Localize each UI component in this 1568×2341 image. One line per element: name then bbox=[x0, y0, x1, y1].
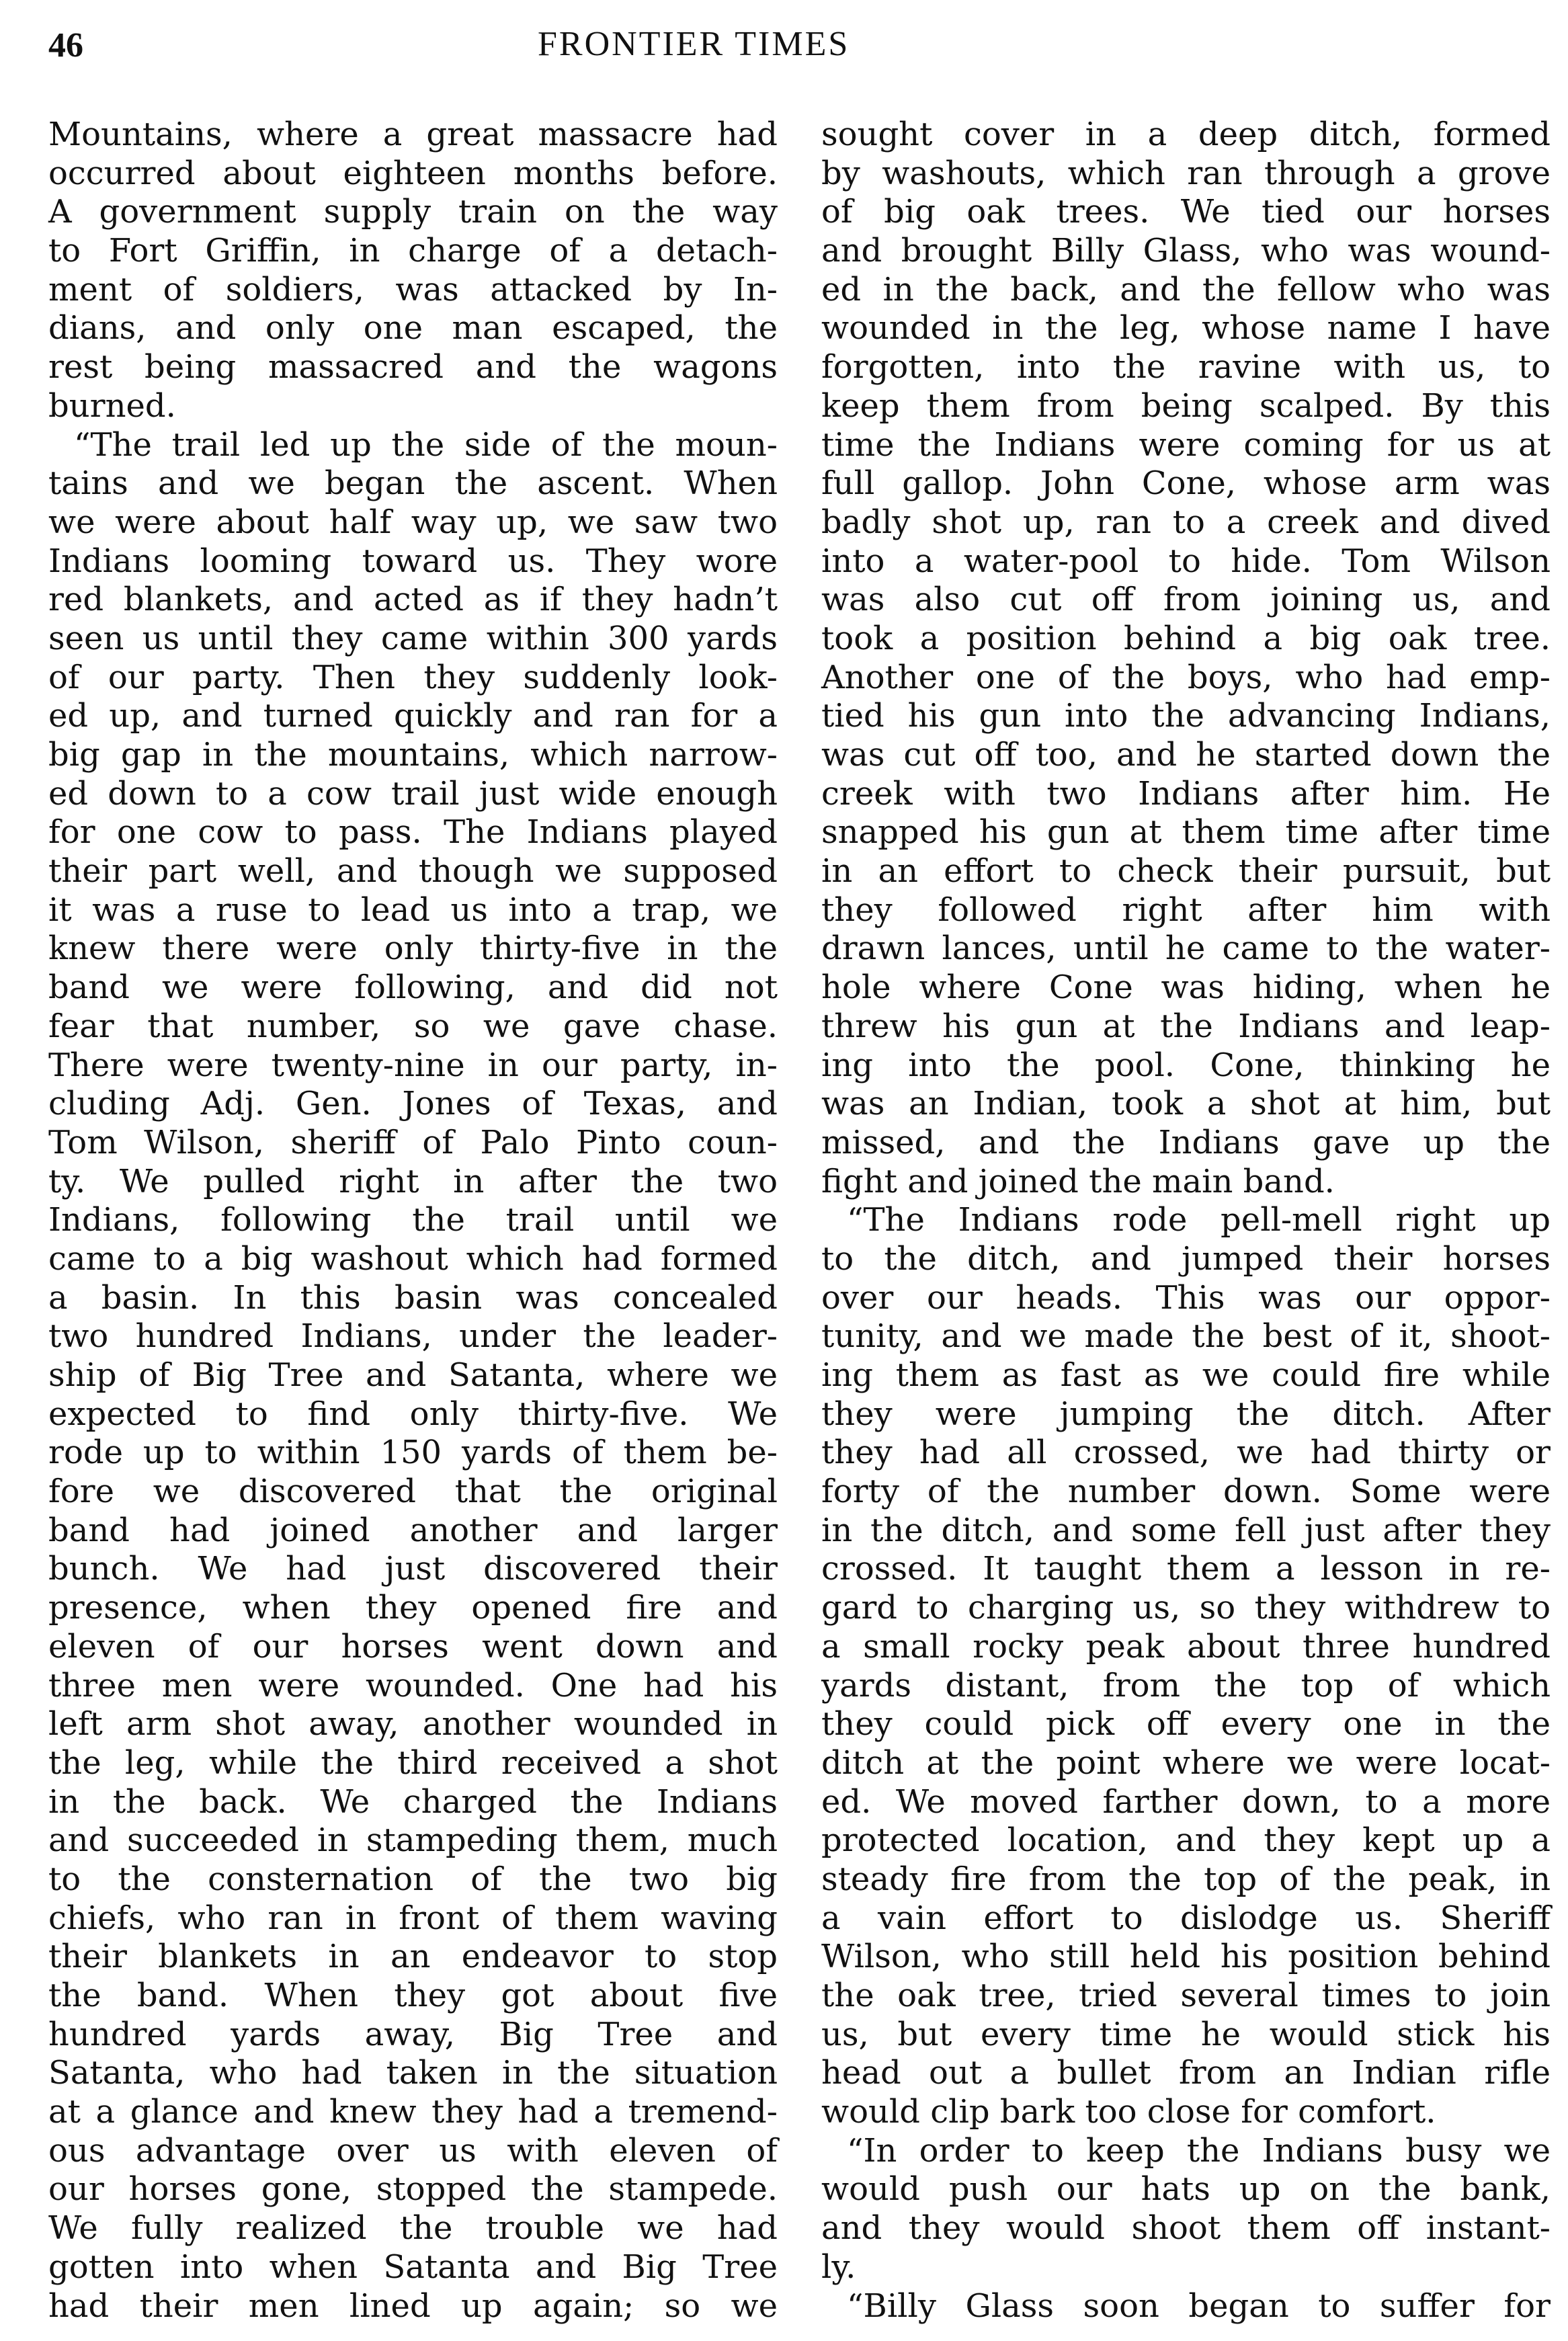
text-line: big gap in the mountains, which narrow- bbox=[48, 736, 778, 774]
text-line: and succeeded in stampeding them, much bbox=[48, 1821, 778, 1860]
text-line: Indians, following the trail until we bbox=[48, 1201, 778, 1239]
text-line: we were about half way up, we saw two bbox=[48, 503, 778, 541]
text-line: three men were wounded. One had his bbox=[48, 1666, 778, 1705]
text-line: eleven of our horses went down and bbox=[48, 1627, 778, 1666]
text-line: presence, when they opened fire and bbox=[48, 1589, 778, 1627]
text-line: tains and we began the ascent. When bbox=[48, 464, 778, 503]
text-line: it was a ruse to lead us into a trap, we bbox=[48, 891, 778, 929]
text-line: came to a big washout which had formed bbox=[48, 1239, 778, 1278]
text-line: burned. bbox=[48, 386, 176, 425]
text-line: red blankets, and acted as if they hadn’t bbox=[48, 581, 778, 619]
text-line: a basin. In this basin was concealed bbox=[48, 1278, 778, 1317]
text-line: two hundred Indians, under the leader- bbox=[48, 1317, 778, 1356]
text-line: over our heads. This was our oppor- bbox=[821, 1278, 1551, 1317]
text-line: was cut off too, and he started down the bbox=[821, 736, 1551, 774]
text-line: dians, and only one man escaped, the bbox=[48, 309, 778, 347]
text-line: rest being massacred and the wagons bbox=[48, 348, 778, 386]
text-line: would clip bark too close for comfort. bbox=[821, 2093, 1436, 2131]
text-line: seen us until they came within 300 yards bbox=[48, 619, 778, 657]
text-line: keep them from being scalped. By this bbox=[821, 386, 1551, 425]
text-line: had their men lined up again; so we bbox=[48, 2287, 778, 2325]
text-line: they had all crossed, we had thirty or bbox=[821, 1434, 1551, 1472]
text-line: snapped his gun at them time after time bbox=[821, 813, 1551, 852]
text-line: We fully realized the trouble we had bbox=[48, 2209, 778, 2248]
text-line: in an effort to check their pursuit, but bbox=[821, 852, 1551, 891]
text-line: into a water-pool to hide. Tom Wilson bbox=[821, 542, 1551, 580]
text-line: for one cow to pass. The Indians played bbox=[48, 813, 778, 852]
text-line: Indians looming toward us. They wore bbox=[48, 542, 778, 580]
text-line: by washouts, which ran through a grove bbox=[821, 154, 1551, 192]
text-line: in the ditch, and some fell just after they bbox=[821, 1511, 1551, 1549]
text-line: “Billy Glass soon began to suffer for bbox=[847, 2287, 1551, 2325]
text-line: head out a bullet from an Indian rifle bbox=[821, 2054, 1551, 2092]
text-line: ditch at the point where we were locat- bbox=[821, 1743, 1551, 1782]
text-line: gard to charging us, so they withdrew to bbox=[821, 1589, 1551, 1627]
text-line: the band. When they got about five bbox=[48, 1977, 778, 2014]
text-line: forgotten, into the ravine with us, to bbox=[821, 348, 1551, 386]
text-line: steady fire from the top of the peak, in bbox=[821, 1860, 1551, 1898]
text-line: and they would shoot them off instant- bbox=[821, 2209, 1551, 2248]
text-line: wounded in the leg, whose name I have bbox=[821, 309, 1551, 347]
text-line: creek with two Indians after him. He bbox=[821, 774, 1551, 813]
text-line: “The trail led up the side of the moun- bbox=[74, 425, 778, 464]
text-line: fear that number, so we gave chase. bbox=[48, 1007, 778, 1045]
text-line: of our party. Then they suddenly look- bbox=[48, 658, 778, 696]
text-line: yards distant, from the top of which bbox=[821, 1666, 1551, 1705]
page-number: 46 bbox=[48, 26, 83, 65]
text-line: a vain effort to dislodge us. Sheriff bbox=[821, 1899, 1551, 1937]
text-line: ly. bbox=[821, 2248, 856, 2286]
text-line: Tom Wilson, sheriff of Palo Pinto coun- bbox=[48, 1123, 778, 1161]
text-line: ment of soldiers, was attacked by In- bbox=[48, 270, 778, 309]
text-line: tunity, and we made the best of it, shoot- bbox=[821, 1317, 1551, 1356]
text-line: ed in the back, and the fellow who was bbox=[821, 270, 1551, 309]
text-line: “The Indians rode pell-mell right up bbox=[847, 1201, 1551, 1239]
text-line: a small rocky peak about three hundred bbox=[821, 1627, 1551, 1666]
text-line: band had joined another and larger bbox=[48, 1511, 778, 1549]
text-line: was also cut off from joining us, and bbox=[821, 581, 1551, 619]
text-line: Wilson, who still held his position behind bbox=[821, 1938, 1551, 1976]
text-line: drawn lances, until he came to the water- bbox=[821, 930, 1551, 968]
text-line: took a position behind a big oak tree. bbox=[821, 619, 1551, 657]
text-line: There were twenty-nine in our party, in- bbox=[48, 1046, 778, 1084]
text-line: ed down to a cow trail just wide enough bbox=[48, 774, 778, 813]
text-line: crossed. It taught them a lesson in re- bbox=[821, 1550, 1551, 1588]
text-line: at a glance and knew they had a tremend- bbox=[48, 2093, 778, 2131]
text-line: ed up, and turned quickly and ran for a bbox=[48, 697, 778, 735]
text-line: and brought Billy Glass, who was wound- bbox=[821, 232, 1551, 270]
text-line: cluding Adj. Gen. Jones of Texas, and bbox=[48, 1085, 778, 1123]
left-column bbox=[48, 116, 778, 2326]
text-line: ing them as fast as we could fire while bbox=[821, 1356, 1551, 1394]
running-head: FRONTIER TIMES bbox=[538, 25, 850, 63]
text-line: fore we discovered that the original bbox=[48, 1473, 778, 1511]
text-line: to the ditch, and jumped their horses bbox=[821, 1239, 1551, 1278]
text-line: gotten into when Satanta and Big Tree bbox=[48, 2248, 778, 2286]
text-line: left arm shot away, another wounded in bbox=[48, 1705, 778, 1743]
text-line: bunch. We had just discovered their bbox=[48, 1550, 778, 1588]
text-line: hole where Cone was hiding, when he bbox=[821, 969, 1551, 1007]
text-line: badly shot up, ran to a creek and dived bbox=[821, 503, 1551, 541]
text-line: they followed right after him with bbox=[821, 891, 1551, 929]
text-line: their part well, and though we supposed bbox=[48, 852, 778, 891]
text-line: fight and joined the main band. bbox=[821, 1162, 1335, 1200]
text-line: sought cover in a deep ditch, formed bbox=[821, 116, 1551, 153]
text-line: full gallop. John Cone, whose arm was bbox=[821, 464, 1551, 503]
text-line: threw his gun at the Indians and leap- bbox=[821, 1007, 1551, 1045]
text-line: Another one of the boys, who had emp- bbox=[821, 658, 1551, 696]
text-line: chiefs, who ran in front of them waving bbox=[48, 1899, 778, 1937]
text-line: in the back. We charged the Indians bbox=[48, 1782, 778, 1821]
right-column bbox=[821, 116, 1551, 2326]
text-line: Mountains, where a great massacre had bbox=[48, 116, 778, 153]
text-line: A government supply train on the way bbox=[48, 193, 778, 231]
text-line: ship of Big Tree and Satanta, where we bbox=[48, 1356, 778, 1394]
text-line: they were jumping the ditch. After bbox=[821, 1395, 1551, 1433]
text-line: forty of the number down. Some were bbox=[821, 1473, 1551, 1511]
text-line: tied his gun into the advancing Indians, bbox=[821, 697, 1551, 735]
text-line: to Fort Griffin, in charge of a detach- bbox=[48, 232, 778, 270]
text-line: of big oak trees. We tied our horses bbox=[821, 193, 1551, 231]
text-line: expected to find only thirty-five. We bbox=[48, 1395, 778, 1433]
text-line: Satanta, who had taken in the situation bbox=[48, 2054, 778, 2092]
text-line: hundred yards away, Big Tree and bbox=[48, 2015, 778, 2053]
text-line: rode up to within 150 yards of them be- bbox=[48, 1434, 778, 1472]
text-line: band we were following, and did not bbox=[48, 969, 778, 1007]
text-line: ous advantage over us with eleven of bbox=[48, 2131, 778, 2170]
text-line: would push our hats up on the bank, bbox=[821, 2170, 1551, 2209]
text-line: missed, and the Indians gave up the bbox=[821, 1123, 1551, 1161]
text-line: us, but every time he would stick his bbox=[821, 2015, 1551, 2053]
text-line: to the consternation of the two big bbox=[48, 1860, 778, 1898]
text-line: the leg, while the third received a shot bbox=[48, 1743, 778, 1782]
text-line: protected location, and they kept up a bbox=[821, 1821, 1551, 1860]
text-line: ed. We moved farther down, to a more bbox=[821, 1782, 1551, 1821]
text-line: occurred about eighteen months before. bbox=[48, 154, 778, 192]
text-line: the oak tree, tried several times to join bbox=[821, 1977, 1551, 2014]
text-line: our horses gone, stopped the stampede. bbox=[48, 2170, 778, 2209]
text-line: ing into the pool. Cone, thinking he bbox=[821, 1046, 1551, 1084]
text-line: ty. We pulled right in after the two bbox=[48, 1162, 778, 1200]
text-line: time the Indians were coming for us at bbox=[821, 425, 1551, 464]
text-line: they could pick off every one in the bbox=[821, 1705, 1551, 1743]
text-line: knew there were only thirty-five in the bbox=[48, 930, 778, 968]
text-line: their blankets in an endeavor to stop bbox=[48, 1938, 778, 1976]
text-line: “In order to keep the Indians busy we bbox=[847, 2131, 1551, 2170]
text-line: was an Indian, took a shot at him, but bbox=[821, 1085, 1551, 1123]
